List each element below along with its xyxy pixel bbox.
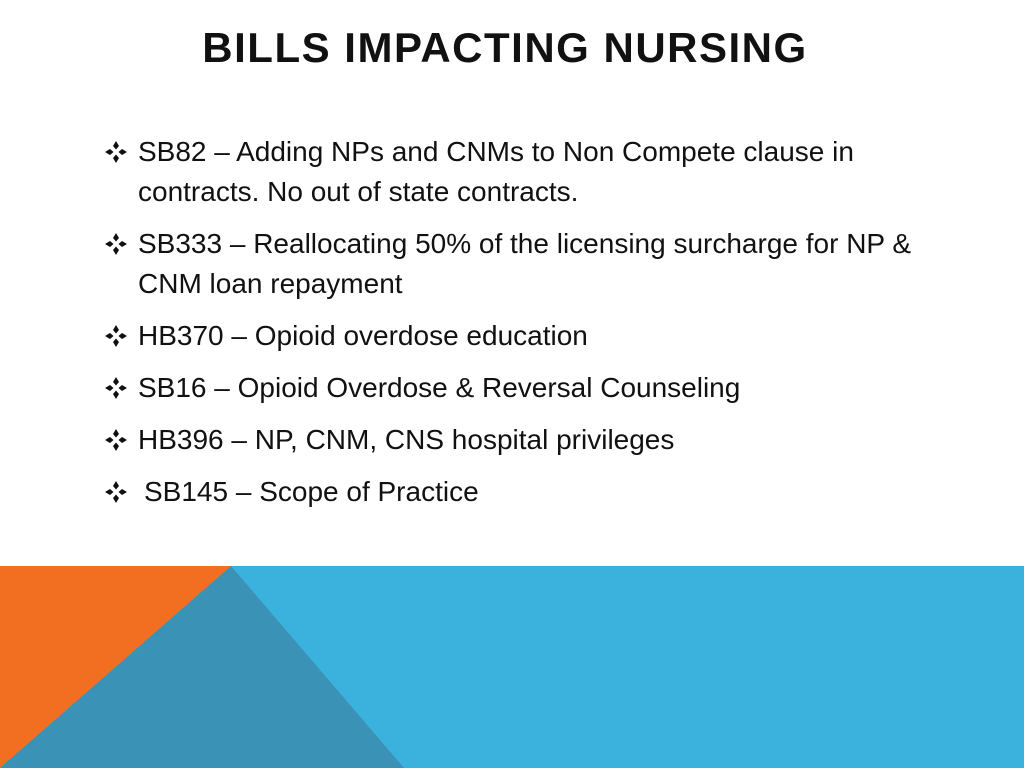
diamond-bullet-icon bbox=[104, 224, 138, 264]
diamond-bullet-icon bbox=[104, 132, 138, 172]
bullet-text: SB16 – Opioid Overdose & Reversal Counseling bbox=[138, 372, 741, 403]
list-item bbox=[104, 420, 944, 460]
diamond-bullet-icon bbox=[104, 420, 138, 460]
bullet-text: SB82 – Adding NPs and CNMs to Non Compete clause in contracts. No out of state contracts. bbox=[138, 136, 854, 207]
list-item bbox=[104, 132, 944, 212]
decorative-footer-band bbox=[0, 566, 1024, 768]
diamond-bullet-icon bbox=[104, 472, 138, 512]
list-item bbox=[104, 316, 944, 356]
bullet-text: HB396 – NP, CNM, CNS hospital privileges bbox=[138, 424, 675, 455]
slide-title: BILLS IMPACTING NURSING bbox=[202, 24, 808, 71]
list-item bbox=[104, 368, 944, 408]
diamond-bullet-icon bbox=[104, 368, 138, 408]
diamond-bullet-icon bbox=[104, 316, 138, 356]
list-item bbox=[104, 472, 944, 512]
bullet-text: HB370 – Opioid overdose education bbox=[138, 320, 588, 351]
bullet-text: SB145 – Scope of Practice bbox=[144, 476, 479, 507]
bullet-list bbox=[104, 132, 944, 524]
bullet-text: SB333 – Reallocating 50% of the licensing surcharge for NP & CNM loan repayment bbox=[138, 228, 912, 299]
list-item bbox=[104, 224, 944, 304]
